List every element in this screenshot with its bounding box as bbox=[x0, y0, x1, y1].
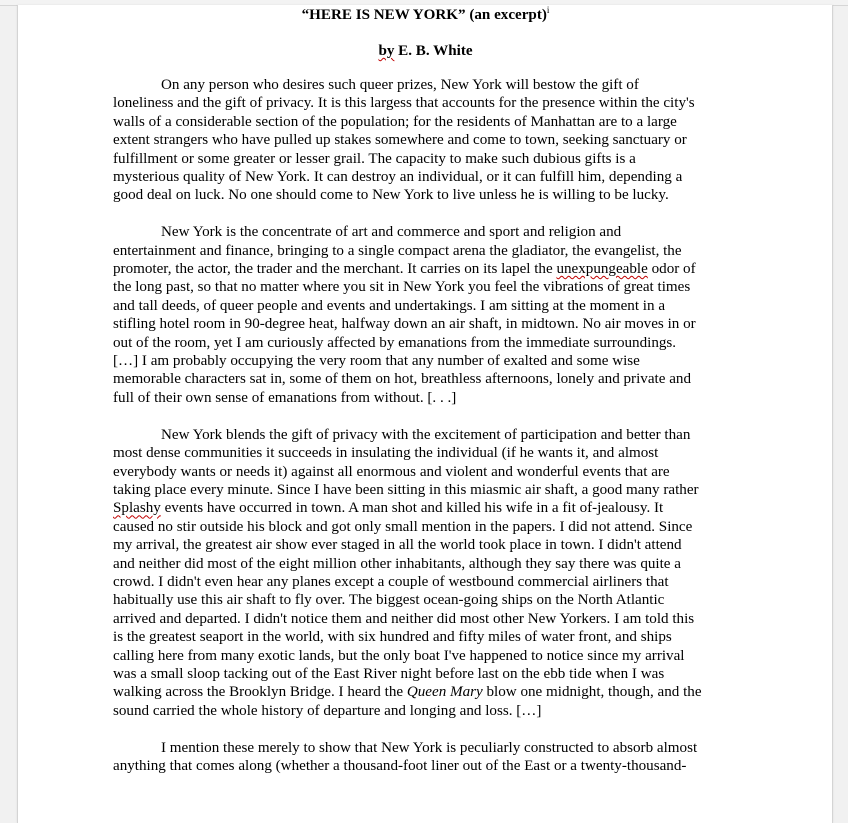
text-line: fulfillment or some greater or lesser grail. The capacity to make such dubious gifts is a bbox=[113, 150, 636, 167]
text-line: and neither did most of the eight million other inhabitants, although they say there was quite a bbox=[113, 555, 681, 572]
ship-name: Queen Mary bbox=[406, 684, 483, 701]
misspelled-word[interactable]: Splashy bbox=[113, 500, 161, 517]
text-line: calling here from many exotic lands, but the only boat I've happened to notice since my arrival bbox=[113, 647, 685, 664]
text-line bbox=[113, 260, 738, 278]
text-line: loneliness and the gift of privacy. It is this largess that accounts for the presence within the city's bbox=[113, 95, 695, 112]
text-line: good deal on luck. No one should come to New York to live unless he is willing to be lucky. bbox=[113, 187, 669, 204]
text-line: entertainment and finance, bringing to a single compact arena the gladiator, the evangelist, the bbox=[113, 242, 682, 259]
text-line: anything that comes along (whether a thousand-foot liner out of the East or a twenty-thousand- bbox=[113, 757, 687, 774]
paragraph-1 bbox=[113, 76, 738, 205]
text-line: New York blends the gift of privacy with the excitement of participation and better than bbox=[161, 426, 691, 443]
title-text: “HERE IS NEW YORK” (an excerpt) bbox=[301, 7, 547, 23]
text-segment: events have occurred in town. A man shot and killed his wife in a fit of-jealousy. It bbox=[160, 500, 664, 517]
text-line: walls of a considerable section of the population; for the residents of Manhattan are to a large bbox=[113, 113, 677, 130]
text-line: […] I am probably occupying the very room that any number of exalted and some wise bbox=[113, 353, 640, 370]
text-line: most dense communities it succeeds in insulating the individual (if he wants it, and almost bbox=[113, 445, 659, 462]
footnote-mark[interactable]: i bbox=[546, 4, 550, 15]
text-line: crowd. I didn't even hear any planes except a couple of westbound commercial airliners that bbox=[113, 573, 669, 590]
text-line bbox=[113, 499, 738, 517]
text-line: the long past, so that no matter where you sit in New York you feel the vibrations of great times bbox=[113, 279, 691, 296]
text-line: I mention these merely to show that New York is peculiarly constructed to absorb almost bbox=[161, 739, 698, 756]
misspelled-word[interactable]: unexpungeable bbox=[556, 261, 648, 278]
document-body[interactable] bbox=[113, 5, 738, 775]
text-line: out of the room, yet I am curiously affected by emanations from the immediate surroundings. bbox=[113, 334, 677, 351]
text-line: was a small sloop tacking out of the East River night before last on the ebb tide when I was bbox=[113, 665, 665, 682]
paragraph-2 bbox=[113, 223, 738, 407]
byline-author: E. B. White bbox=[394, 43, 473, 59]
text-line: stifling hotel room in 90-degree heat, halfway down an air shaft, in midtown. No air moves in or bbox=[113, 316, 696, 333]
text-line: my arrival, the greatest air show ever staged in all the world took place in town. I didn't attend bbox=[113, 537, 682, 554]
text-segment: walking across the Brooklyn Bridge. I heard the bbox=[113, 684, 407, 701]
text-line: memorable characters sat in, some of them on hot, breathless afternoons, lonely and private and bbox=[113, 371, 691, 388]
text-line: mysterious quality of New York. It can destroy an individual, or it can fulfill him, depending a bbox=[113, 169, 683, 186]
paragraph-3 bbox=[113, 426, 738, 721]
text-line: extent strangers who have pulled up stakes somewhere and come to town, seeking sanctuary or bbox=[113, 132, 687, 149]
text-line: full of their own sense of emanations from without. [. . .] bbox=[113, 389, 457, 406]
document-page[interactable] bbox=[17, 5, 833, 823]
text-line: sound carried the whole history of departure and longing and loss. […] bbox=[113, 702, 542, 719]
text-line: New York is the concentrate of art and commerce and sport and religion and bbox=[161, 224, 622, 241]
text-segment: blow one midnight, though, and the bbox=[482, 684, 702, 701]
text-line: arrived and departed. I didn't notice them and neither did most other New Yorkers. I am told this bbox=[113, 610, 695, 627]
text-segment: promoter, the actor, the trader and the merchant. It carries on its lapel the bbox=[113, 261, 557, 278]
text-line bbox=[113, 683, 738, 701]
text-segment: odor of bbox=[647, 261, 696, 278]
text-line: everybody wants or needs it) against all enormous and violent and wonderful events that are bbox=[113, 463, 670, 480]
text-line: and tall deeds, of queer people and events and undertakings. I am sitting at the moment in a bbox=[113, 297, 666, 314]
text-line: is the greatest seaport in the world, with six hundred and fifty miles of water front, and ships bbox=[113, 629, 672, 646]
text-line: caused no stir outside his block and got only small mention in the papers. I did not attend. Since bbox=[113, 518, 693, 535]
document-title bbox=[113, 5, 738, 25]
text-line: habitually use this air shaft to fly over. The biggest ocean-going ships on the North Atlantic bbox=[113, 592, 665, 609]
paragraph-4 bbox=[113, 739, 738, 776]
text-line: taking place every minute. Since I have been sitting in this miasmic air shaft, a good many rather bbox=[113, 481, 699, 498]
byline-prefix-misspelled[interactable]: by bbox=[378, 43, 395, 59]
byline bbox=[113, 41, 738, 61]
text-line: On any person who desires such queer prizes, New York will bestow the gift of bbox=[161, 77, 639, 93]
